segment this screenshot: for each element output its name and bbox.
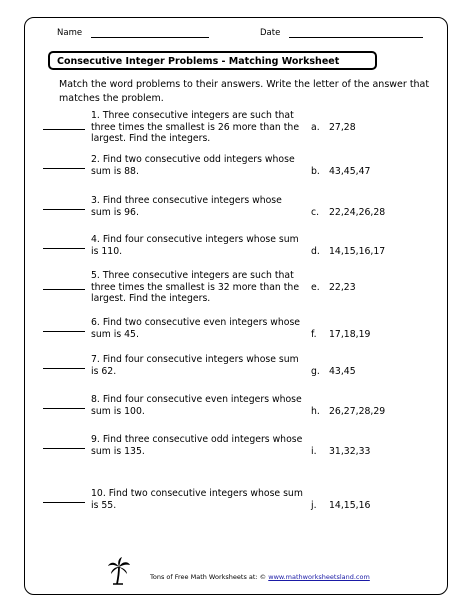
answer-blank[interactable] [43,289,85,290]
answer-blank[interactable] [43,502,85,503]
answer-value: 26,27,28,29 [329,405,386,417]
problem-text: 10. Find two consecutive integers whose sum is 55. [91,488,303,511]
answer-blank[interactable] [43,248,85,249]
problem-text: 3. Find three consecutive integers whose sum is 96. [91,195,282,218]
problem-row [0,195,474,237]
problem-text: 8. Find four consecutive even integers whose sum is 100. [91,394,302,417]
problem-text: 5. Three consecutive integers are such that three times the smallest is 32 more than the largest. Find the integers. [91,270,300,304]
answer-letter: a. [311,122,320,133]
answer-letter: c. [311,206,320,218]
answer-value: 43,45 [329,365,356,377]
answer-value: 22,23 [329,282,356,293]
answer-choice [311,406,451,418]
palm-tree-icon [107,557,131,585]
worksheet-title: Consecutive Integer Problems - Matching Worksheet [48,51,377,70]
name-label: Name [57,28,83,38]
answer-choice [311,282,451,294]
problem-row [0,434,474,476]
problem-row [0,354,474,396]
answer-choice [311,366,451,378]
answer-value: 31,32,33 [329,445,371,457]
date-line [289,28,423,38]
instructions: Match the word problems to their answers. Write the letter of the answer that matches the problem. [59,79,430,104]
answer-letter: g. [311,365,320,377]
problem-text: 1. Three consecutive integers are such that three times the smallest is 26 more than the largest. Find the integers. [91,110,300,144]
answer-choice [311,329,451,341]
answer-letter: e. [311,282,320,293]
answer-value: 17,18,19 [329,328,371,340]
problem-row [0,270,474,312]
name-field[interactable] [57,28,209,38]
answer-value: 27,28 [329,122,356,133]
date-field[interactable] [260,28,423,38]
answer-blank[interactable] [43,168,85,169]
answer-value: 43,45,47 [329,165,371,177]
answer-value: 22,24,26,28 [329,206,386,218]
answer-blank[interactable] [43,408,85,409]
answer-letter: d. [311,245,320,257]
footer-prefix: Tons of Free Math Worksheets at: © [150,573,267,581]
footer-link[interactable]: www.mathworksheetsland.com [268,573,370,581]
footer [150,573,370,581]
answer-blank[interactable] [43,209,85,210]
answer-choice [311,122,451,134]
problem-row [0,394,474,436]
problem-row [0,317,474,359]
answer-letter: f. [311,328,317,340]
answer-value: 14,15,16,17 [329,245,386,257]
problem-text: 6. Find two consecutive even integers whose sum is 45. [91,317,301,340]
problem-text: 9. Find three consecutive odd integers whose sum is 135. [91,434,303,457]
answer-blank[interactable] [43,368,85,369]
problem-text: 7. Find four consecutive integers whose sum is 62. [91,354,299,377]
answer-letter: i. [311,445,317,457]
problem-text: 2. Find two consecutive odd integers whose sum is 88. [91,154,295,177]
answer-choice [311,166,451,178]
answer-blank[interactable] [43,331,85,332]
answer-blank[interactable] [43,129,85,130]
answer-choice [311,207,451,219]
date-label: Date [260,28,281,38]
answer-blank[interactable] [43,448,85,449]
problem-row [0,110,474,152]
answer-choice [311,246,451,258]
answer-value: 14,15,16 [329,499,371,511]
problem-row [0,488,474,530]
answer-letter: b. [311,165,320,177]
answer-letter: h. [311,405,320,417]
answer-letter: j. [311,499,317,511]
answer-choice [311,446,451,458]
answer-choice [311,500,451,512]
problem-row [0,154,474,196]
problem-text: 4. Find four consecutive integers whose sum is 110. [91,234,299,257]
name-line [91,28,209,38]
